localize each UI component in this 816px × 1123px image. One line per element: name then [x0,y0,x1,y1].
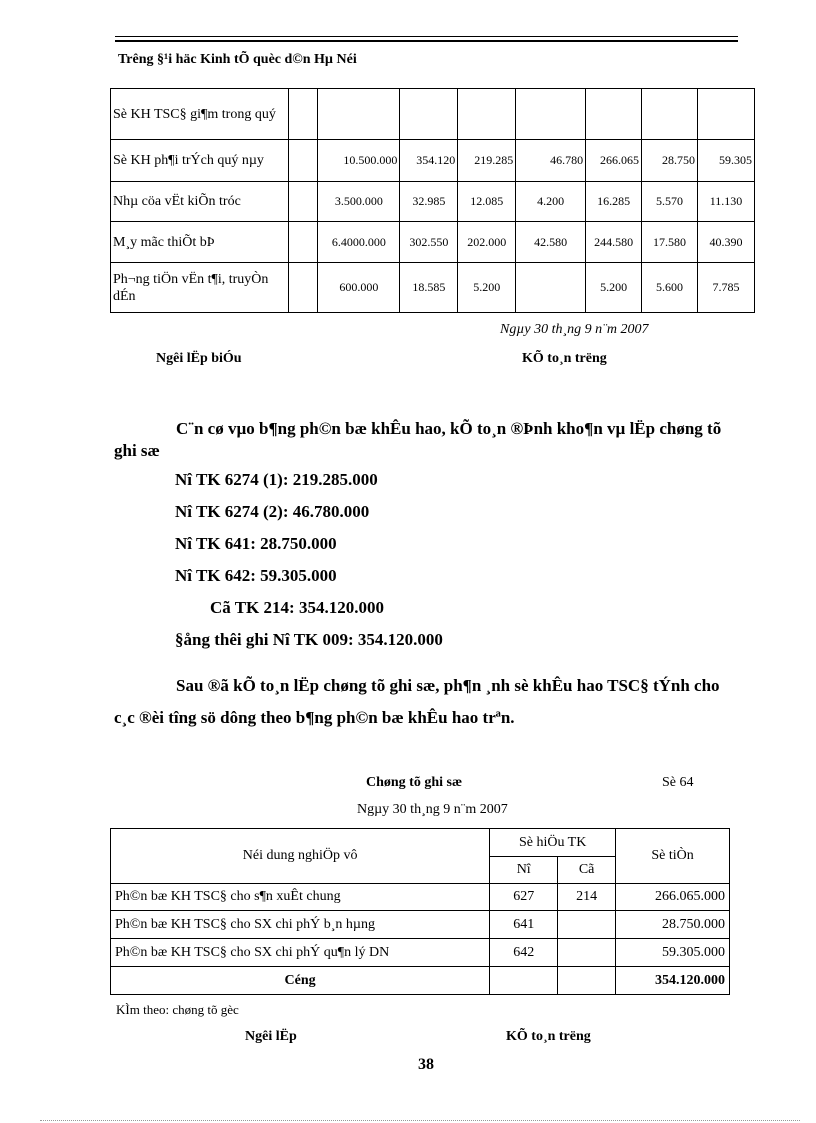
journal-entry: Nî TK 6274 (2): 46.780.000 [175,502,370,521]
journal-entry: §ång thêi ghi Nî TK 009: 354.120.000 [175,630,443,649]
table-cell: 202.000 [458,222,516,263]
table-cell: 17.580 [642,222,698,263]
table-cell: 40.390 [697,222,754,263]
total-amount: 354.120.000 [616,967,730,995]
row-label: Sè KH TSC§ gi¶m trong quý [111,89,289,140]
table-cell: Ph©n bæ KH TSC§ cho s¶n xuÊt chung [111,884,490,911]
table-cell: 627 [490,884,558,911]
table-row [111,263,755,313]
table-header-row [111,829,730,857]
header-rule-thin [115,36,738,37]
table-cell: Ph©n bæ KH TSC§ cho SX chi phÝ qu¶n lý DN [111,939,490,967]
voucher-table [110,828,730,995]
table-cell [642,89,698,140]
total-label: Céng [111,967,490,995]
journal-entry: Cã TK 214: 354.120.000 [210,598,384,617]
voucher-title: Chøng tõ ghi sæ [366,775,463,790]
intro-paragraph: C¨n cø vµo b¶ng ph©n bæ khÊu hao, kÕ to¸n ®Þnh kho¶n vµ lËp chøng tõ ghi sæ [114,419,722,460]
table-cell [558,939,616,967]
table-cell: 11.130 [697,182,754,222]
table-cell [516,89,586,140]
journal-entry: Nî TK 6274 (1): 219.285.000 [175,470,378,489]
row-label: Sè KH ph¶i trÝch quý nµy [111,140,289,182]
table-cell: 4.200 [516,182,586,222]
header-credit: Cã [558,857,616,884]
table-cell: 7.785 [697,263,754,313]
journal-entry: Nî TK 642: 59.305.000 [175,566,337,585]
page-number: 38 [418,1056,434,1073]
header-rule-thick [115,40,738,42]
table-cell [516,263,586,313]
row-label: Nhµ cöa vËt kiÕn tróc [111,182,289,222]
chief-accountant-signature: KÕ to¸n trëng [522,351,607,366]
table-cell [458,89,516,140]
table-cell: 5.600 [642,263,698,313]
depreciation-table [110,88,755,313]
table-row [111,182,755,222]
table-cell: 219.285 [458,140,516,182]
table-cell: 12.085 [458,182,516,222]
table-cell: 266.065 [586,140,642,182]
table-cell: 28.750 [642,140,698,182]
table-row [111,911,730,939]
summary-paragraph: Sau ®ã kÕ to¸n lËp chøng tõ ghi sæ, ph¶n ¸nh sè khÊu hao TSC§ tÝnh cho c¸c ®èi tîng sö dông theo b¶ng ph©n bæ khÊu hao trªn. [114,676,720,727]
header-amount: Sè tiÒn [616,829,730,884]
table-cell: 5.200 [458,263,516,313]
table-cell [586,89,642,140]
table-row [111,222,755,263]
table-cell: 600.000 [318,263,400,313]
table-cell [318,89,400,140]
table-cell: 642 [490,939,558,967]
table-cell [558,911,616,939]
row-label: Ph¬ng tiÖn vËn t¶i, truyÒn dÉn [111,263,289,313]
table-cell: 354.120 [400,140,458,182]
table-cell: 10.500.000 [318,140,400,182]
total-row [111,967,730,995]
report-date: Ngµy 30 th¸ng 9 n¨m 2007 [500,322,649,337]
table-row [111,89,755,140]
table-cell: 641 [490,911,558,939]
table-cell [697,89,754,140]
table-cell: 16.285 [586,182,642,222]
table-cell: 18.585 [400,263,458,313]
chief-accountant-signature: KÕ to¸n trëng [506,1029,591,1044]
table-cell: 266.065.000 [616,884,730,911]
header-account: Sè hiÖu TK [490,829,616,857]
table-cell: 5.200 [586,263,642,313]
header-debit: Nî [490,857,558,884]
table-cell: 59.305 [697,140,754,182]
table-cell: 244.580 [586,222,642,263]
table-row [111,939,730,967]
table-cell: 302.550 [400,222,458,263]
voucher-number: Sè 64 [662,775,694,790]
attachment-note: KÌm theo: chøng tõ gèc [116,1002,239,1017]
table-cell: 6.4000.000 [318,222,400,263]
preparer-signature: Ngêi lËp biÓu [156,351,242,366]
table-cell [400,89,458,140]
page-bottom-rule [40,1120,800,1121]
table-cell: 3.500.000 [318,182,400,222]
table-cell: Ph©n bæ KH TSC§ cho SX chi phÝ b¸n hµng [111,911,490,939]
table-cell: 28.750.000 [616,911,730,939]
preparer-signature: Ngêi lËp [245,1029,297,1044]
table-cell: 214 [558,884,616,911]
table-row [111,884,730,911]
journal-entry: Nî TK 641: 28.750.000 [175,534,337,553]
page-header: Trêng §¹i häc Kinh tÕ quèc d©n Hµ Néi [118,52,357,67]
table-cell: 42.580 [516,222,586,263]
header-content: Néi dung nghiÖp vô [111,829,490,884]
table-cell: 46.780 [516,140,586,182]
table-row [111,140,755,182]
table-cell: 59.305.000 [616,939,730,967]
table-cell: 5.570 [642,182,698,222]
voucher-date: Ngµy 30 th¸ng 9 n¨m 2007 [357,802,508,817]
row-label: M¸y mãc thiÕt bÞ [111,222,289,263]
table-cell: 32.985 [400,182,458,222]
